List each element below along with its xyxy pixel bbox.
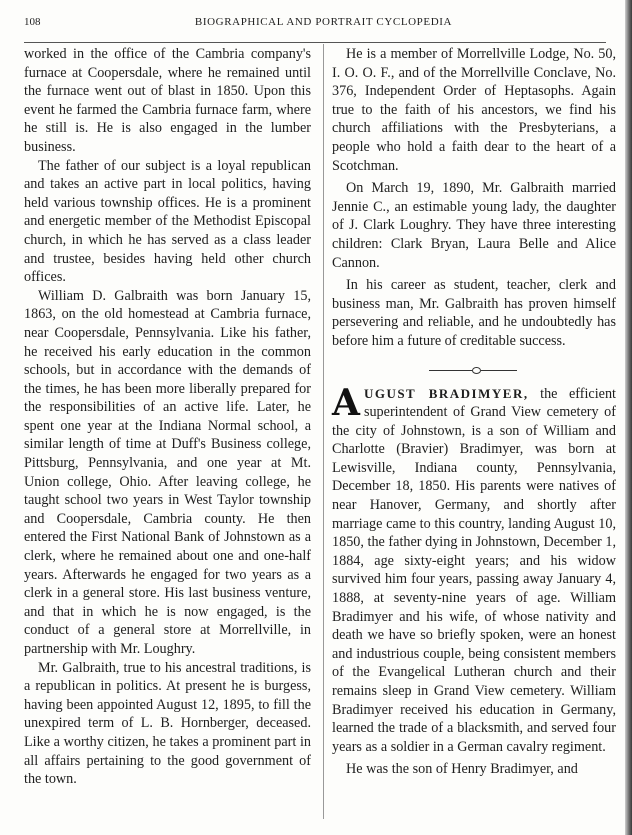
paragraph: On March 19, 1890, Mr. Galbraith married Jennie C., an estimable young lady, the daughter of J. Clark Loughry. They have three interesting children: Clark Bryan, Laura Belle and Alice Cannon.	[332, 180, 616, 271]
paragraph: Mr. Galbraith, true to his ancestral traditions, is a republican in politics. At present he is burgess, having been appointed August 12, 1895, to fill the unexpired term of L. B. Hornberger, deceased. Like a worthy citizen, he takes a prominent part in all affairs pertaining to the good government of the town.	[24, 659, 311, 788]
page-number: 108	[24, 16, 41, 28]
paragraph: In his career as student, teacher, clerk and business man, Mr. Galbraith has proven himself persevering and reliable, and he undoubtedly has before him a future of creditable success.	[332, 277, 616, 349]
entry-body: the efficient superintendent of Grand View cemetery of the city of Johnstown, is a son of William and Charlotte (Bravier) Bradimyer, was born at Lewisville, Indiana county, Pennsylvania, December 18, 1850. His parents were natives of near Hanover, Germany, and shortly after marriage came to this country, landing August 10, 1850, the father dying in Johnstown, December 1, 1884, age sixty-eight years; and his widow survived him four years, passing away January 4, 1888, at seventy-nine years of age. William Bradimyer and his wife, of whose nativity and death we have so briefly spoken, were an honest and industrious couple, being consistent members of the Evangelical Lutheran church and their remains sleep in Grand View cemetery. William Bradimyer received his education in Germany, learned the trade of a blacksmith, and served four years as a soldier in a German cavalry regiment.	[332, 385, 616, 755]
drop-cap: A	[332, 381, 360, 424]
entry-name: UGUST BRADIMYER,	[363, 385, 529, 401]
column-divider	[323, 44, 324, 819]
right-column	[332, 45, 616, 779]
separator-line	[429, 370, 472, 371]
page-header	[24, 14, 609, 34]
section-separator	[332, 361, 616, 379]
running-title: BIOGRAPHICAL AND PORTRAIT CYCLOPEDIA	[194, 16, 453, 28]
entry-paragraph	[332, 381, 616, 757]
separator-line	[481, 370, 517, 371]
header-rule	[24, 42, 606, 43]
paragraph: worked in the office of the Cambria company's furnace at Coopersdale, where he remained until the furnace went out of blast in 1850. Upon this event he farmed the Cambria furnace farm, where he still is. He is also engaged in the lumber business.	[24, 46, 311, 155]
page-edge-shadow	[625, 0, 632, 835]
paragraph: William D. Galbraith was born January 15, 1863, on the old homestead at Cambria furnace, near Coopersdale, Pennsylvania. Like his father, he received his early education in the common schools, but in accordance with the demands of the times, he has been more liberally prepared for the responsibilities of an active life. Later, he spent one year at the Indiana Normal school, a similar length of time at Duff's Business college, Pittsburg, Pennsylvania, and one year at Mt. Union college, Ohio. After leaving college, he taught school two years in West Taylor township and Coopersdale, Cambria county. He then entered the First National Bank of Johnstown as a clerk, where he remained about one and one-half years. Afterwards he engaged for two years as a clerk in a general store. His last business venture, and that in which he is now engaged, is the conduct of a general store at Morrellville, in partnership with Mr. Loughry.	[24, 287, 311, 657]
paragraph: He is a member of Morrellville Lodge, No. 50, I. O. O. F., and of the Morrellville Conclave, No. 376, Independent Order of Heptasophs. Again true to the faith of his ancestors, we find his church affiliations with the Presbyterians, a people who hold a faith dear to the heart of a Scotchman.	[332, 46, 616, 174]
separator-ornament-icon	[472, 367, 481, 374]
left-column	[24, 45, 311, 789]
paragraph: He was the son of Henry Bradimyer, and	[346, 761, 578, 778]
paragraph: The father of our subject is a loyal republican and takes an active part in local politics, having held various township offices. He is a prominent and energetic member of the Methodist Episcopal church, in which he has served as a class leader and trustee, besides having held other church offices.	[24, 157, 311, 286]
